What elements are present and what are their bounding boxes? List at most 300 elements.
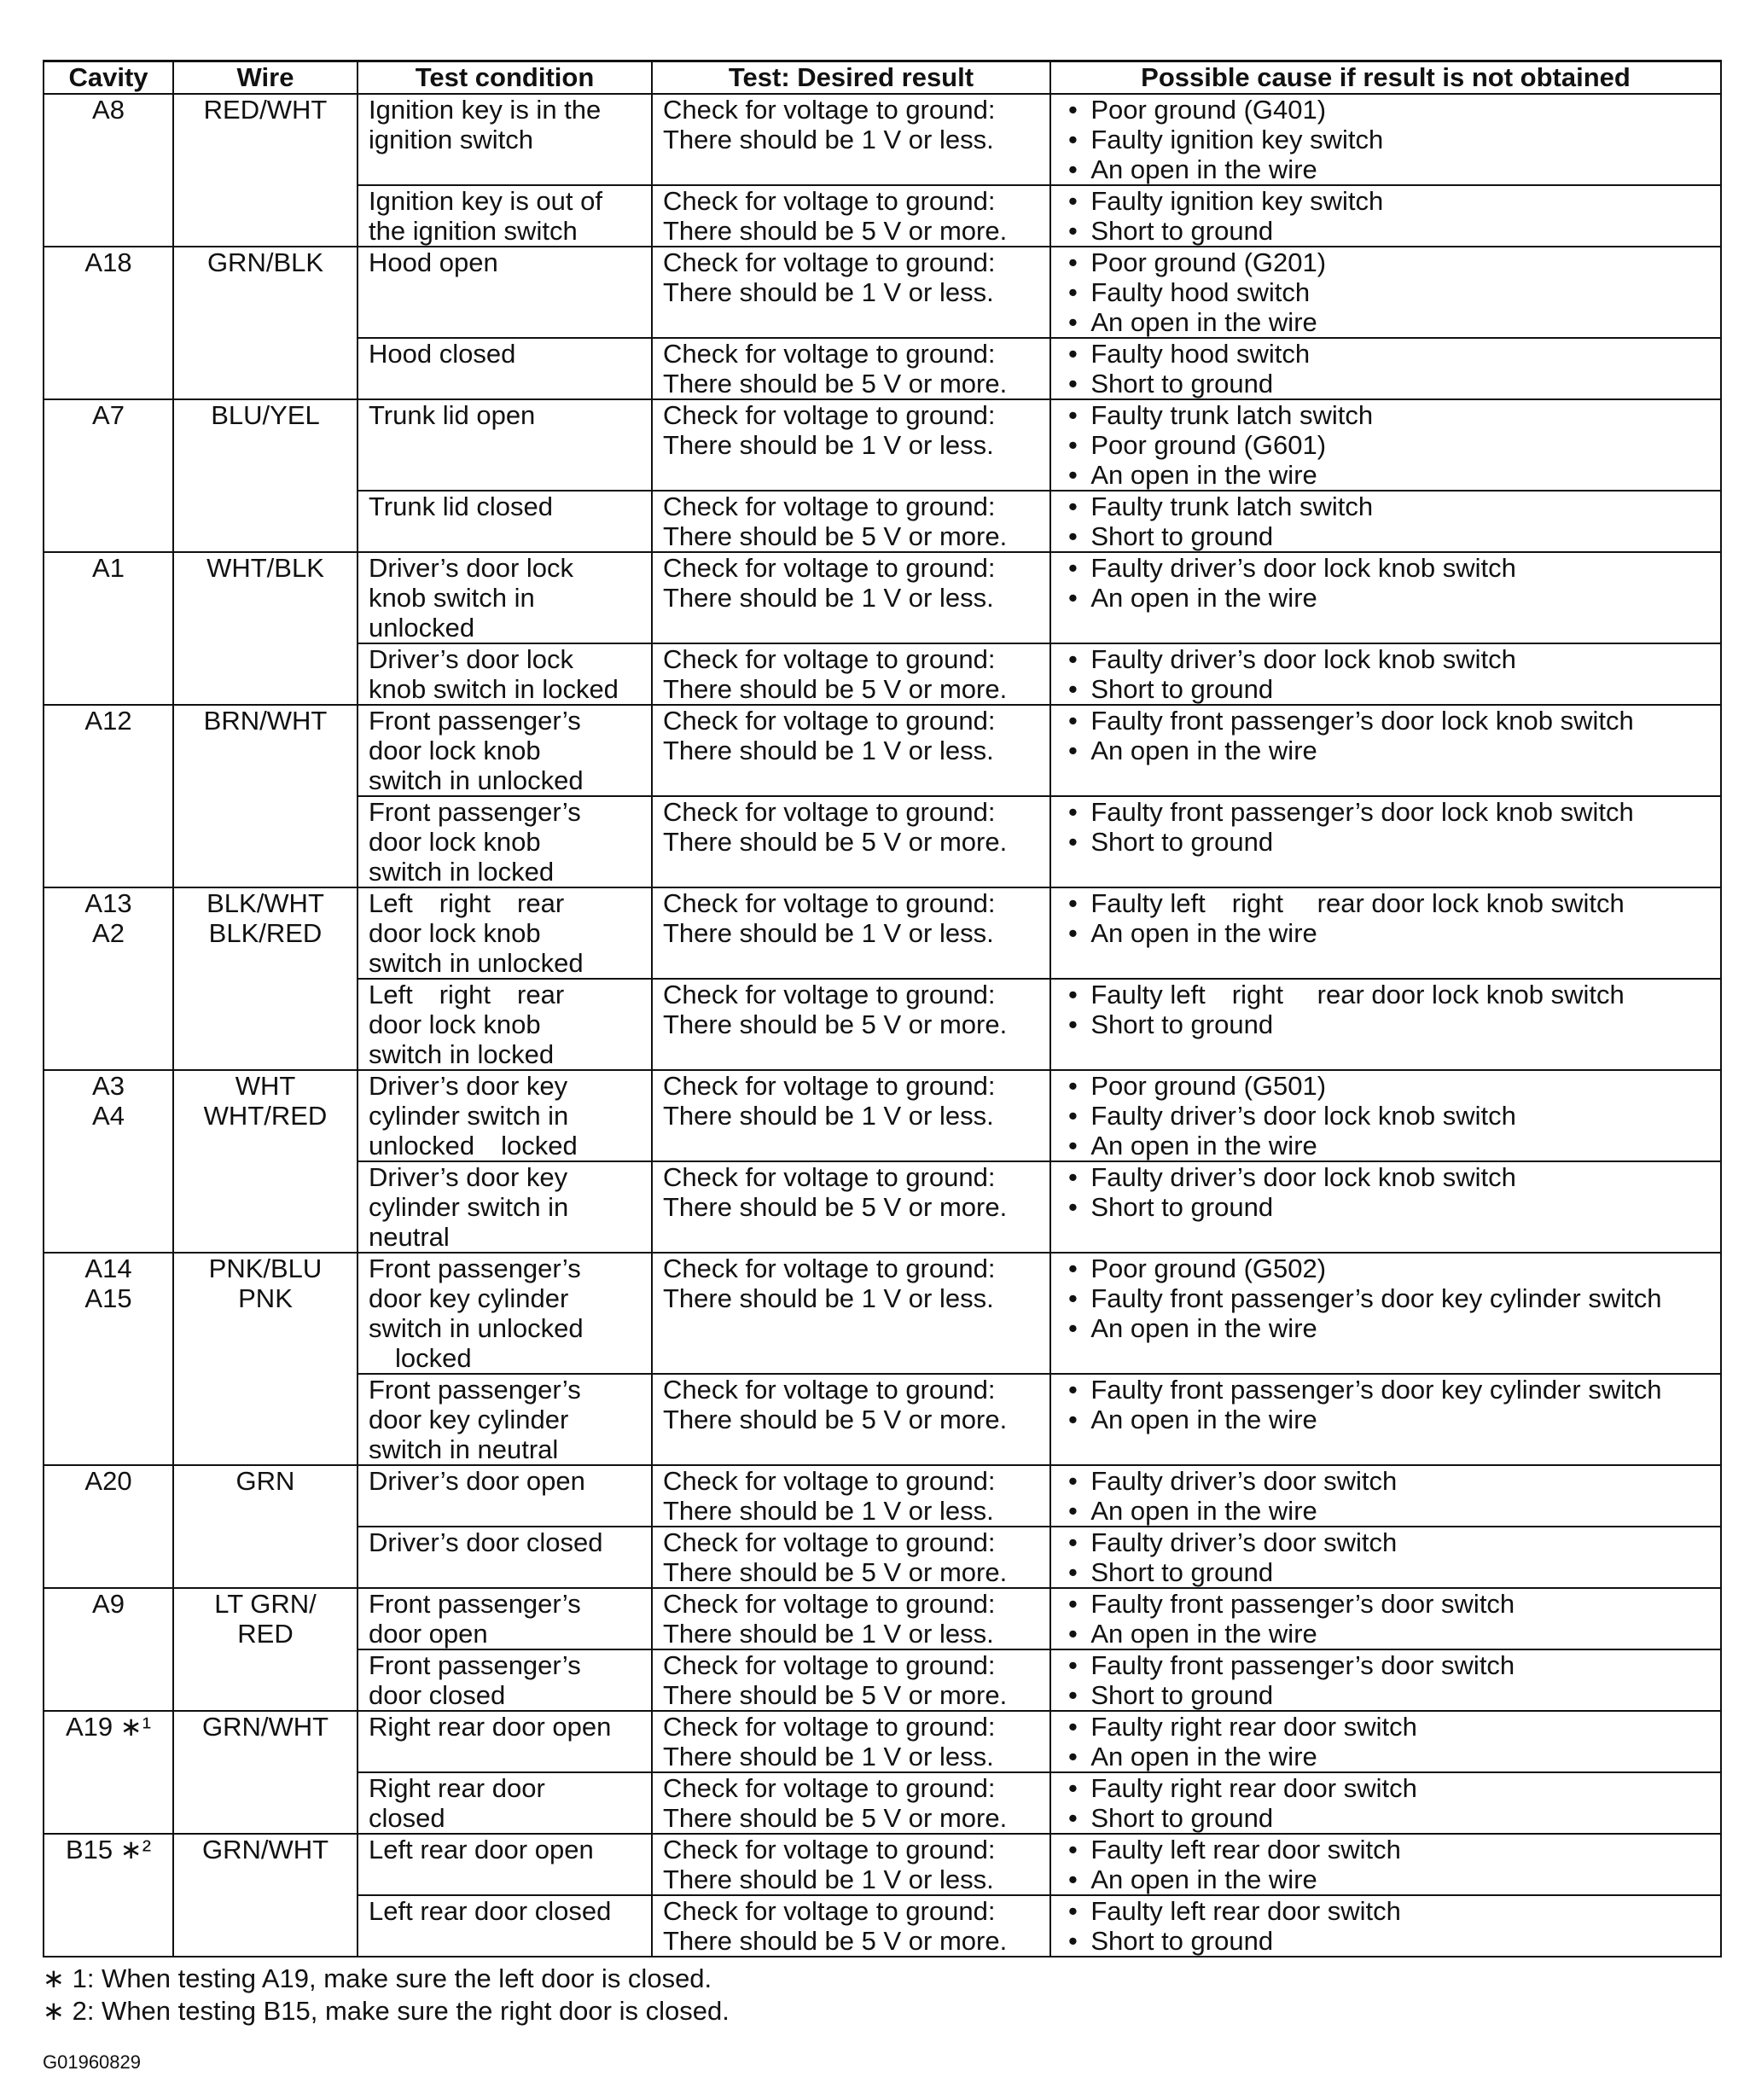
bullet-icon: • bbox=[1068, 1896, 1091, 1926]
desired-result-cell bbox=[652, 1527, 1050, 1588]
cavity-id: A14 bbox=[84, 1254, 132, 1283]
cause-text: Faulty left rear door switch bbox=[1090, 1835, 1401, 1864]
possible-cause-cell bbox=[1050, 1772, 1721, 1834]
desired-result-cell bbox=[652, 1772, 1050, 1834]
cause-item bbox=[1061, 1926, 1710, 1956]
test-condition-cell bbox=[358, 1161, 652, 1253]
test-condition-cell bbox=[358, 1465, 652, 1527]
wire-color: WHT/BLK bbox=[206, 553, 324, 583]
cause-item bbox=[1061, 1313, 1710, 1343]
possible-cause-cell bbox=[1050, 887, 1721, 979]
test-condition-cell bbox=[358, 796, 652, 887]
cause-item bbox=[1061, 430, 1710, 460]
cause-item bbox=[1061, 888, 1710, 918]
test-condition-line: switch in unlocked bbox=[369, 1313, 584, 1343]
header-cavity: Cavity bbox=[44, 61, 173, 95]
desired-result-line: Check for voltage to ground: bbox=[663, 706, 996, 736]
test-condition-line: Ignition key is in the bbox=[369, 95, 602, 125]
bullet-icon: • bbox=[1068, 1405, 1091, 1434]
possible-cause-cell bbox=[1050, 979, 1721, 1070]
cause-item bbox=[1061, 644, 1710, 674]
cause-item bbox=[1061, 1254, 1710, 1283]
desired-result-cell bbox=[652, 552, 1050, 643]
table-row bbox=[44, 705, 1721, 796]
cause-item bbox=[1061, 125, 1710, 154]
desired-result-line: Check for voltage to ground: bbox=[663, 400, 996, 430]
desired-result-line: Check for voltage to ground: bbox=[663, 1254, 996, 1283]
test-condition-line: Driver’s door key bbox=[369, 1162, 568, 1192]
desired-result-cell bbox=[652, 1161, 1050, 1253]
desired-result-cell bbox=[652, 1374, 1050, 1465]
bullet-icon: • bbox=[1068, 1283, 1091, 1313]
wire-color: PNK/BLU bbox=[208, 1254, 323, 1283]
test-condition-cell bbox=[358, 1588, 652, 1649]
cause-text: Faulty front passenger’s door lock knob switch bbox=[1090, 797, 1634, 827]
cause-text: Faulty front passenger’s door key cylinder switch bbox=[1090, 1283, 1662, 1313]
test-condition-cell bbox=[358, 1374, 652, 1465]
cause-item bbox=[1061, 1375, 1710, 1405]
test-condition-line: Front passenger’s bbox=[369, 797, 581, 827]
cause-item bbox=[1061, 918, 1710, 948]
test-table bbox=[43, 60, 1722, 1957]
bullet-icon: • bbox=[1068, 1650, 1091, 1680]
cause-text: An open in the wire bbox=[1090, 1619, 1317, 1649]
bullet-icon: • bbox=[1068, 888, 1091, 918]
wire-cell bbox=[173, 399, 358, 552]
wire-color: BLK/WHT bbox=[206, 888, 324, 918]
cause-item bbox=[1061, 1864, 1710, 1894]
cause-item bbox=[1061, 1009, 1710, 1039]
desired-result-line: Check for voltage to ground: bbox=[663, 1527, 996, 1557]
figure-id: G01960829 bbox=[43, 2051, 141, 2073]
desired-result-cell bbox=[652, 1834, 1050, 1895]
cause-text: Faulty trunk latch switch bbox=[1090, 400, 1374, 430]
wire-cell bbox=[173, 1834, 358, 1957]
cause-item bbox=[1061, 1466, 1710, 1496]
cavity-cell bbox=[44, 1465, 173, 1588]
cause-text: Faulty driver’s door lock knob switch bbox=[1090, 644, 1516, 674]
cause-text: Short to ground bbox=[1090, 674, 1274, 704]
cause-text: Faulty front passenger’s door switch bbox=[1090, 1650, 1515, 1680]
test-condition-line: Driver’s door lock bbox=[369, 553, 574, 583]
cause-item bbox=[1061, 1619, 1710, 1649]
bullet-icon: • bbox=[1068, 1131, 1091, 1161]
cavity-id: A7 bbox=[92, 400, 125, 430]
desired-result-line: There should be 5 V or more. bbox=[663, 216, 1008, 246]
cavity-id: A2 bbox=[92, 918, 125, 948]
desired-result-cell bbox=[652, 1895, 1050, 1957]
possible-cause-cell bbox=[1050, 1253, 1721, 1374]
cavity-id: A13 bbox=[84, 888, 132, 918]
desired-result-cell bbox=[652, 399, 1050, 491]
cause-item bbox=[1061, 216, 1710, 246]
test-condition-line: Driver’s door key bbox=[369, 1071, 568, 1101]
test-condition-line: Trunk lid closed bbox=[369, 492, 553, 521]
test-condition-line: switch in locked bbox=[369, 857, 555, 887]
test-condition-line: Right rear door bbox=[369, 1773, 545, 1803]
cause-text: An open in the wire bbox=[1090, 918, 1317, 948]
cause-text: Short to ground bbox=[1090, 1803, 1274, 1833]
wire-cell bbox=[173, 1253, 358, 1465]
cause-item bbox=[1061, 339, 1710, 369]
cause-text: An open in the wire bbox=[1090, 1742, 1317, 1771]
wire-color: RED bbox=[237, 1619, 294, 1649]
bullet-icon: • bbox=[1068, 460, 1091, 490]
possible-cause-cell bbox=[1050, 1070, 1721, 1161]
possible-cause-cell bbox=[1050, 1588, 1721, 1649]
desired-result-line: Check for voltage to ground: bbox=[663, 339, 996, 369]
test-condition-line: closed bbox=[369, 1803, 445, 1833]
test-condition-cell bbox=[358, 1711, 652, 1772]
cavity-cell bbox=[44, 705, 173, 887]
desired-result-line: There should be 5 V or more. bbox=[663, 827, 1008, 857]
desired-result-cell bbox=[652, 1649, 1050, 1711]
bullet-icon: • bbox=[1068, 492, 1091, 521]
cavity-cell bbox=[44, 94, 173, 247]
cause-item bbox=[1061, 706, 1710, 736]
test-condition-line: neutral bbox=[369, 1222, 450, 1252]
desired-result-cell bbox=[652, 1588, 1050, 1649]
cavity-id: A19 ∗¹ bbox=[65, 1712, 152, 1742]
test-condition-line: Left right rear bbox=[369, 888, 565, 918]
wire-color: WHT bbox=[235, 1071, 296, 1101]
desired-result-cell bbox=[652, 491, 1050, 552]
cause-text: An open in the wire bbox=[1090, 1496, 1317, 1526]
desired-result-line: Check for voltage to ground: bbox=[663, 888, 996, 918]
test-condition-line: unlocked bbox=[369, 613, 475, 643]
cause-item bbox=[1061, 460, 1710, 490]
bullet-icon: • bbox=[1068, 339, 1091, 369]
cause-item bbox=[1061, 1896, 1710, 1926]
bullet-icon: • bbox=[1068, 1926, 1091, 1956]
cause-text: Short to ground bbox=[1090, 1192, 1274, 1222]
table-row bbox=[44, 1834, 1721, 1895]
bullet-icon: • bbox=[1068, 827, 1091, 857]
bullet-icon: • bbox=[1068, 1742, 1091, 1771]
test-condition-line: switch in unlocked bbox=[369, 765, 584, 795]
possible-cause-cell bbox=[1050, 338, 1721, 399]
test-condition-line: Front passenger’s bbox=[369, 1254, 581, 1283]
test-condition-cell bbox=[358, 1772, 652, 1834]
cause-text: Short to ground bbox=[1090, 827, 1274, 857]
wire-cell bbox=[173, 887, 358, 1070]
cause-text: Faulty driver’s door lock knob switch bbox=[1090, 1101, 1516, 1131]
test-condition-cell bbox=[358, 185, 652, 247]
desired-result-cell bbox=[652, 643, 1050, 705]
cause-text: Faulty front passenger’s door switch bbox=[1090, 1589, 1515, 1619]
cause-text: Faulty left right rear door lock knob switch bbox=[1090, 980, 1625, 1009]
bullet-icon: • bbox=[1068, 277, 1091, 307]
cause-text: Faulty hood switch bbox=[1090, 277, 1311, 307]
desired-result-line: There should be 5 V or more. bbox=[663, 1557, 1008, 1587]
table-row bbox=[44, 247, 1721, 338]
desired-result-line: There should be 5 V or more. bbox=[663, 1803, 1008, 1833]
desired-result-line: Check for voltage to ground: bbox=[663, 1071, 996, 1101]
possible-cause-cell bbox=[1050, 1527, 1721, 1588]
cause-text: An open in the wire bbox=[1090, 1864, 1317, 1894]
desired-result-line: There should be 5 V or more. bbox=[663, 1192, 1008, 1222]
test-condition-cell bbox=[358, 1649, 652, 1711]
cause-text: Faulty left rear door switch bbox=[1090, 1896, 1401, 1926]
cavity-id: A8 bbox=[92, 95, 125, 125]
possible-cause-cell bbox=[1050, 1834, 1721, 1895]
bullet-icon: • bbox=[1068, 736, 1091, 765]
bullet-icon: • bbox=[1068, 154, 1091, 184]
cavity-cell bbox=[44, 1253, 173, 1465]
table-row bbox=[44, 1465, 1721, 1527]
cause-text: Poor ground (G401) bbox=[1090, 95, 1327, 125]
possible-cause-cell bbox=[1050, 247, 1721, 338]
desired-result-line: Check for voltage to ground: bbox=[663, 247, 996, 277]
table-row bbox=[44, 1253, 1721, 1374]
desired-result-line: There should be 1 V or less. bbox=[663, 1283, 994, 1313]
cavity-id: B15 ∗² bbox=[65, 1835, 152, 1864]
cause-text: Poor ground (G601) bbox=[1090, 430, 1327, 460]
footnote-2: ∗ 2: When testing B15, make sure the right door is closed. bbox=[43, 1996, 730, 2026]
test-condition-line: Driver’s door lock bbox=[369, 644, 574, 674]
bullet-icon: • bbox=[1068, 1619, 1091, 1649]
cavity-cell bbox=[44, 1711, 173, 1834]
cause-text: Faulty hood switch bbox=[1090, 339, 1311, 369]
wire-color: BLK/RED bbox=[208, 918, 323, 948]
test-condition-line: switch in locked bbox=[369, 1039, 555, 1069]
desired-result-line: Check for voltage to ground: bbox=[663, 1466, 996, 1496]
bullet-icon: • bbox=[1068, 369, 1091, 398]
cause-text: An open in the wire bbox=[1090, 307, 1317, 337]
desired-result-line: There should be 1 V or less. bbox=[663, 1619, 994, 1649]
cause-text: Faulty trunk latch switch bbox=[1090, 492, 1374, 521]
cavity-cell bbox=[44, 1588, 173, 1711]
cause-text: An open in the wire bbox=[1090, 1313, 1317, 1343]
bullet-icon: • bbox=[1068, 307, 1091, 337]
cause-item bbox=[1061, 1835, 1710, 1864]
cause-item bbox=[1061, 1405, 1710, 1434]
cause-text: An open in the wire bbox=[1090, 736, 1317, 765]
header-row bbox=[44, 61, 1721, 95]
header-possible-cause: Possible cause if result is not obtained bbox=[1050, 61, 1721, 95]
bullet-icon: • bbox=[1068, 430, 1091, 460]
possible-cause-cell bbox=[1050, 1374, 1721, 1465]
desired-result-cell bbox=[652, 705, 1050, 796]
bullet-icon: • bbox=[1068, 1071, 1091, 1101]
bullet-icon: • bbox=[1068, 1496, 1091, 1526]
test-condition-cell bbox=[358, 1895, 652, 1957]
cavity-cell bbox=[44, 552, 173, 705]
header-test-condition: Test condition bbox=[358, 61, 652, 95]
test-condition-line: Driver’s door open bbox=[369, 1466, 585, 1496]
cause-text: Short to ground bbox=[1090, 1926, 1274, 1956]
desired-result-line: There should be 1 V or less. bbox=[663, 1101, 994, 1131]
desired-result-line: Check for voltage to ground: bbox=[663, 553, 996, 583]
desired-result-line: There should be 1 V or less. bbox=[663, 1864, 994, 1894]
cavity-cell bbox=[44, 1834, 173, 1957]
desired-result-cell bbox=[652, 94, 1050, 185]
bullet-icon: • bbox=[1068, 95, 1091, 125]
bullet-icon: • bbox=[1068, 1254, 1091, 1283]
test-condition-cell bbox=[358, 338, 652, 399]
test-condition-line: unlocked locked bbox=[369, 1131, 578, 1161]
possible-cause-cell bbox=[1050, 796, 1721, 887]
cause-text: Faulty front passenger’s door key cylinder switch bbox=[1090, 1375, 1662, 1405]
test-condition-line: door lock knob bbox=[369, 736, 541, 765]
cause-item bbox=[1061, 736, 1710, 765]
bullet-icon: • bbox=[1068, 1313, 1091, 1343]
test-condition-line: door key cylinder bbox=[369, 1405, 569, 1434]
test-condition-line: Ignition key is out of bbox=[369, 186, 602, 216]
bullet-icon: • bbox=[1068, 216, 1091, 246]
wire-color: GRN/WHT bbox=[201, 1835, 329, 1864]
wire-color: BRN/WHT bbox=[203, 706, 328, 736]
desired-result-line: Check for voltage to ground: bbox=[663, 644, 996, 674]
cause-item bbox=[1061, 1712, 1710, 1742]
bullet-icon: • bbox=[1068, 644, 1091, 674]
cause-text: Faulty front passenger’s door lock knob switch bbox=[1090, 706, 1634, 736]
test-condition-line: Trunk lid open bbox=[369, 400, 536, 430]
test-condition-line: ignition switch bbox=[369, 125, 533, 154]
cavity-id: A12 bbox=[84, 706, 132, 736]
wire-color: RED/WHT bbox=[203, 95, 328, 125]
test-condition-line: Front passenger’s bbox=[369, 1650, 581, 1680]
possible-cause-cell bbox=[1050, 552, 1721, 643]
bullet-icon: • bbox=[1068, 583, 1091, 613]
desired-result-cell bbox=[652, 1253, 1050, 1374]
bullet-icon: • bbox=[1068, 1375, 1091, 1405]
cavity-id: A20 bbox=[84, 1466, 132, 1496]
wire-color: WHT/RED bbox=[203, 1101, 328, 1131]
desired-result-line: There should be 5 V or more. bbox=[663, 369, 1008, 398]
wire-color: BLU/YEL bbox=[211, 400, 320, 430]
cause-text: An open in the wire bbox=[1090, 1405, 1317, 1434]
table-row bbox=[44, 399, 1721, 491]
cause-item bbox=[1061, 1650, 1710, 1680]
bullet-icon: • bbox=[1068, 797, 1091, 827]
table-row bbox=[44, 1711, 1721, 1772]
cause-text: Faulty driver’s door lock knob switch bbox=[1090, 553, 1516, 583]
cause-item bbox=[1061, 1101, 1710, 1131]
test-condition-cell bbox=[358, 1070, 652, 1161]
table-row bbox=[44, 94, 1721, 185]
cavity-cell bbox=[44, 887, 173, 1070]
cause-item bbox=[1061, 1557, 1710, 1587]
wire-color: GRN/WHT bbox=[201, 1712, 329, 1742]
possible-cause-cell bbox=[1050, 491, 1721, 552]
bullet-icon: • bbox=[1068, 706, 1091, 736]
possible-cause-cell bbox=[1050, 94, 1721, 185]
wire-cell bbox=[173, 705, 358, 887]
bullet-icon: • bbox=[1068, 1680, 1091, 1710]
bullet-icon: • bbox=[1068, 186, 1091, 216]
desired-result-line: There should be 1 V or less. bbox=[663, 1496, 994, 1526]
cause-item bbox=[1061, 186, 1710, 216]
table-row bbox=[44, 1588, 1721, 1649]
cause-item bbox=[1061, 95, 1710, 125]
cause-text: Faulty driver’s door lock knob switch bbox=[1090, 1162, 1516, 1192]
cause-item bbox=[1061, 1162, 1710, 1192]
desired-result-line: Check for voltage to ground: bbox=[663, 797, 996, 827]
test-condition-line: door key cylinder bbox=[369, 1283, 569, 1313]
cause-text: Faulty ignition key switch bbox=[1090, 186, 1384, 216]
desired-result-line: There should be 1 V or less. bbox=[663, 277, 994, 307]
wire-color: GRN bbox=[235, 1466, 295, 1496]
possible-cause-cell bbox=[1050, 1649, 1721, 1711]
bullet-icon: • bbox=[1068, 980, 1091, 1009]
cause-item bbox=[1061, 492, 1710, 521]
possible-cause-cell bbox=[1050, 705, 1721, 796]
desired-result-cell bbox=[652, 887, 1050, 979]
bullet-icon: • bbox=[1068, 1835, 1091, 1864]
desired-result-line: There should be 1 V or less. bbox=[663, 736, 994, 765]
header-wire: Wire bbox=[173, 61, 358, 95]
test-condition-cell bbox=[358, 887, 652, 979]
test-condition-line: Left rear door closed bbox=[369, 1896, 612, 1926]
footnotes bbox=[43, 1963, 1720, 2027]
bullet-icon: • bbox=[1068, 1803, 1091, 1833]
test-condition-cell bbox=[358, 552, 652, 643]
bullet-icon: • bbox=[1068, 400, 1091, 430]
cause-text: An open in the wire bbox=[1090, 583, 1317, 613]
cause-item bbox=[1061, 797, 1710, 827]
cause-text: Poor ground (G501) bbox=[1090, 1071, 1327, 1101]
test-condition-line: Left right rear bbox=[369, 980, 565, 1009]
test-condition-line: door lock knob bbox=[369, 1009, 541, 1039]
bullet-icon: • bbox=[1068, 1589, 1091, 1619]
desired-result-cell bbox=[652, 185, 1050, 247]
cause-text: Faulty left right rear door lock knob switch bbox=[1090, 888, 1625, 918]
bullet-icon: • bbox=[1068, 1527, 1091, 1557]
desired-result-line: There should be 5 V or more. bbox=[663, 521, 1008, 551]
cause-text: Short to ground bbox=[1090, 1680, 1274, 1710]
desired-result-line: There should be 5 V or more. bbox=[663, 674, 1008, 704]
cause-item bbox=[1061, 827, 1710, 857]
wire-cell bbox=[173, 94, 358, 247]
cause-text: Short to ground bbox=[1090, 369, 1274, 398]
test-condition-line: knob switch in bbox=[369, 583, 535, 613]
cause-item bbox=[1061, 1742, 1710, 1771]
test-condition-line: switch in unlocked bbox=[369, 948, 584, 978]
test-condition-line: knob switch in locked bbox=[369, 674, 619, 704]
test-condition-line: cylinder switch in bbox=[369, 1192, 569, 1222]
cause-item bbox=[1061, 1283, 1710, 1313]
possible-cause-cell bbox=[1050, 399, 1721, 491]
cause-item bbox=[1061, 1527, 1710, 1557]
footnote-1: ∗ 1: When testing A19, make sure the left door is closed. bbox=[43, 1963, 712, 1993]
desired-result-cell bbox=[652, 796, 1050, 887]
test-condition-line: door lock knob bbox=[369, 827, 541, 857]
desired-result-line: There should be 5 V or more. bbox=[663, 1009, 1008, 1039]
test-condition-line: Front passenger’s bbox=[369, 706, 581, 736]
cavity-id: A3 bbox=[92, 1071, 125, 1101]
test-condition-line: switch in neutral bbox=[369, 1434, 559, 1464]
bullet-icon: • bbox=[1068, 125, 1091, 154]
test-condition-line: cylinder switch in bbox=[369, 1101, 569, 1131]
cause-text: An open in the wire bbox=[1090, 154, 1317, 184]
cause-text: Faulty right rear door switch bbox=[1090, 1712, 1417, 1742]
test-condition-cell bbox=[358, 643, 652, 705]
desired-result-line: Check for voltage to ground: bbox=[663, 492, 996, 521]
cause-item bbox=[1061, 1071, 1710, 1101]
cause-item bbox=[1061, 1773, 1710, 1803]
cause-item bbox=[1061, 583, 1710, 613]
desired-result-line: There should be 5 V or more. bbox=[663, 1926, 1008, 1956]
cause-text: Faulty driver’s door switch bbox=[1090, 1527, 1398, 1557]
desired-result-line: Check for voltage to ground: bbox=[663, 186, 996, 216]
desired-result-line: There should be 1 V or less. bbox=[663, 430, 994, 460]
header-desired-result: Test: Desired result bbox=[652, 61, 1050, 95]
wire-color: GRN/BLK bbox=[206, 247, 324, 277]
table-row bbox=[44, 887, 1721, 979]
desired-result-line: Check for voltage to ground: bbox=[663, 1896, 996, 1926]
bullet-icon: • bbox=[1068, 553, 1091, 583]
